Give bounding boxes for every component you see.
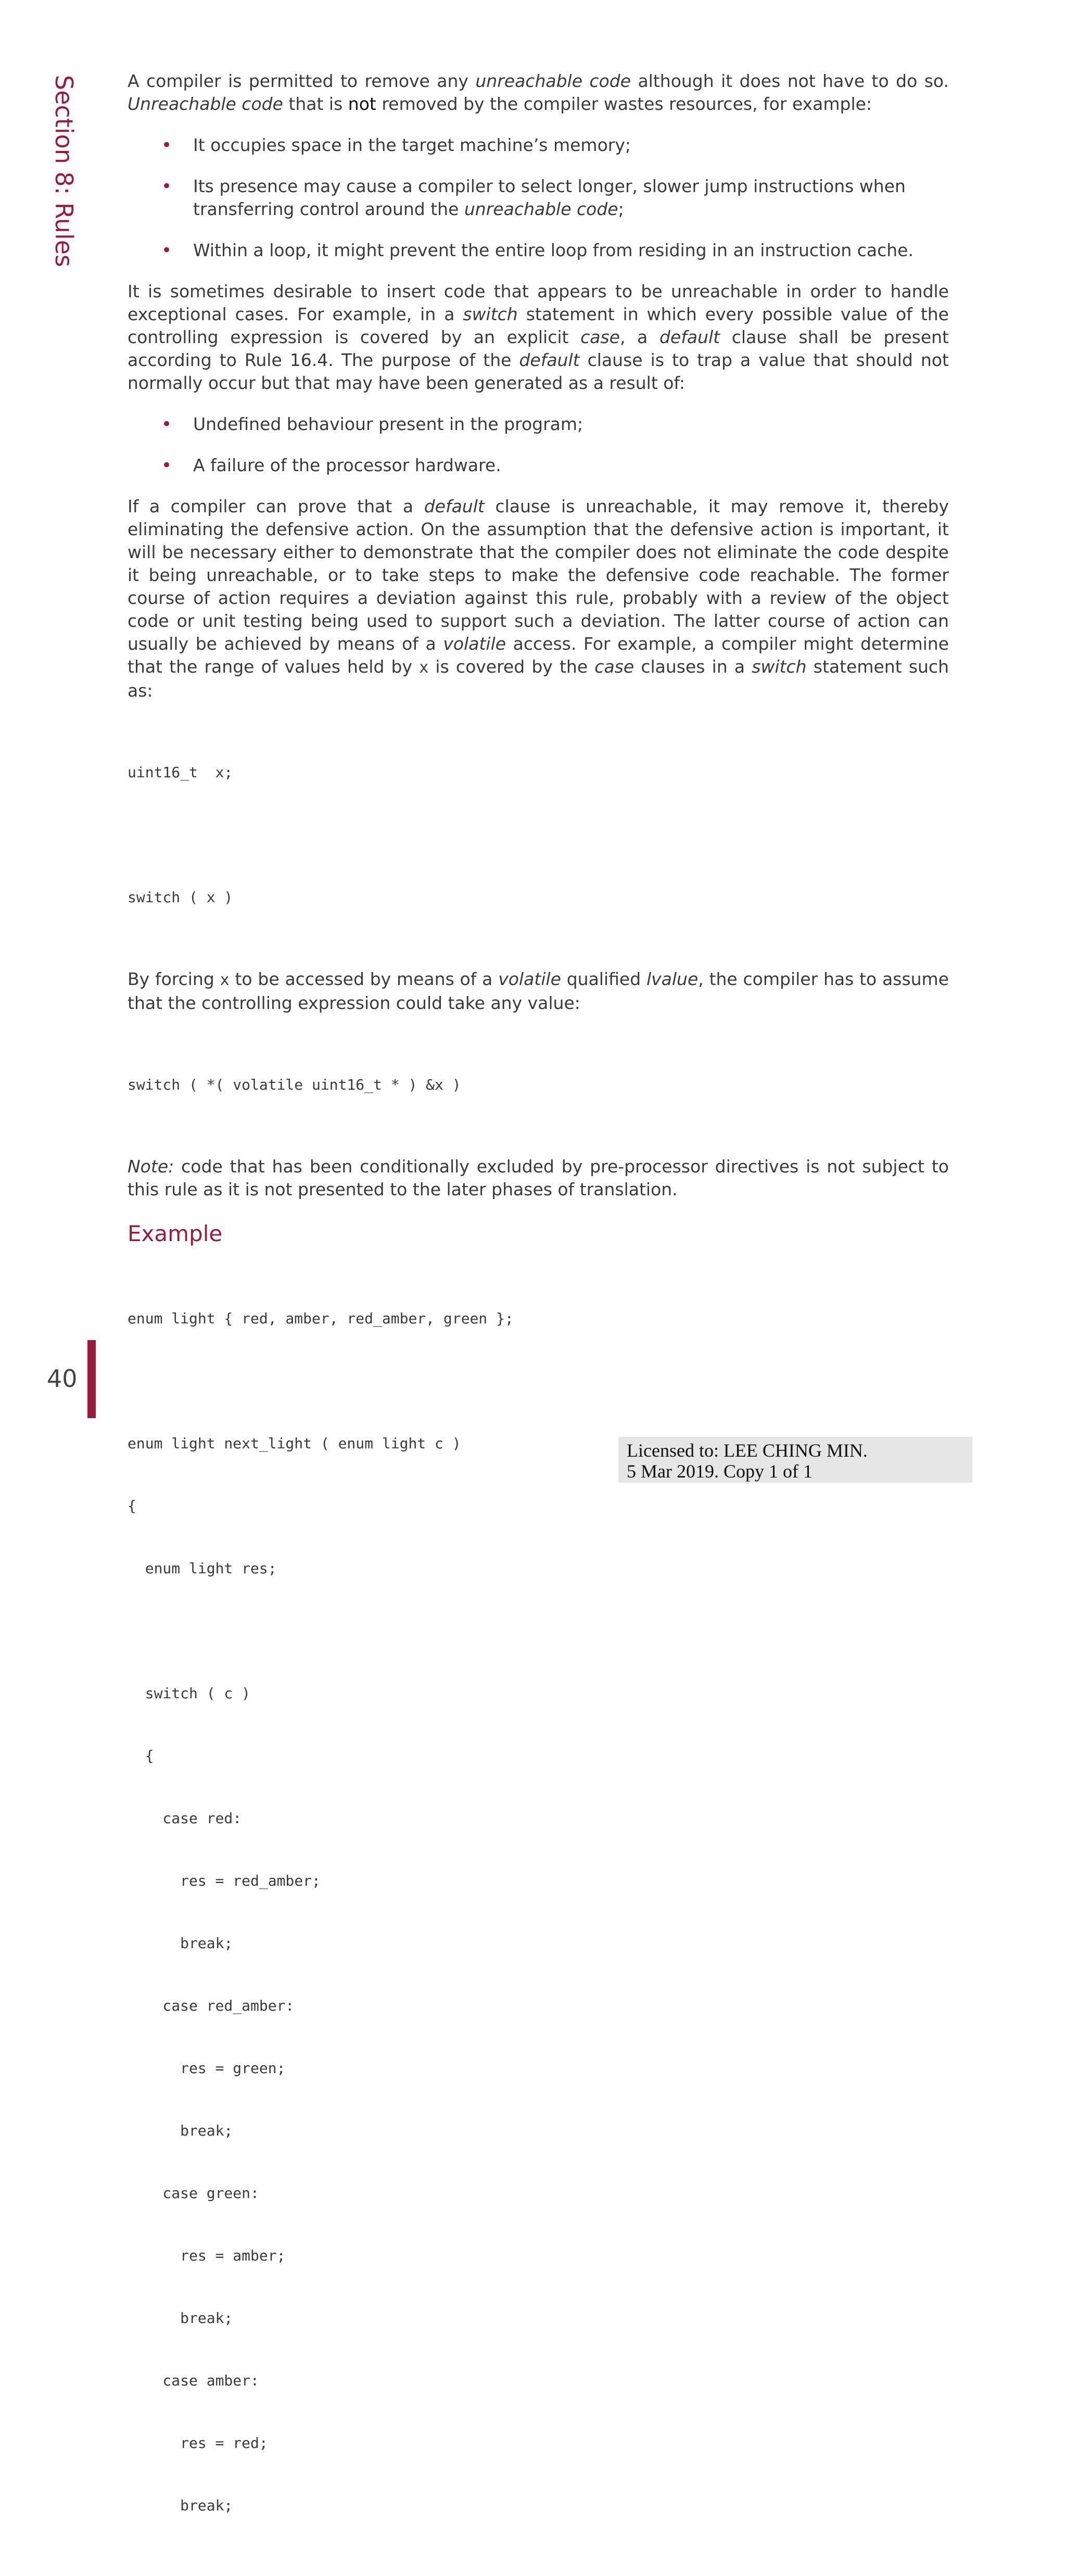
example-heading: Example: [128, 1221, 223, 1246]
bullet-icon: •: [161, 240, 172, 261]
code-line: case red_amber:: [128, 1997, 295, 2014]
code-line: case amber:: [128, 2372, 259, 2389]
paragraph-exceptional-cases: It is sometimes desirable to insert code that appears to be unreachable in order to handle exceptional cases. For example, in a switch statement in which every possible value of the controlling expression is covered by an explicit case, a default clause shall be present according to Rule 16.4. The purpose of the default clause is to trap a value that should not normally occur but that may have been generated as a result of:: [128, 281, 949, 393]
paragraph-unreachable-intro: A compiler is permitted to remove any unreachable code although it does not have to do so. Unreachable code that is not removed by the compiler wastes resources, for example:: [128, 71, 949, 114]
license-line: Licensed to: LEE CHING MIN.: [627, 1440, 868, 1461]
code-block-switch-x: [128, 721, 949, 950]
list-item: • It occupies space in the target machine’s memory;: [161, 135, 631, 156]
code-line: [128, 825, 949, 845]
section-title: Section 8: Rules: [50, 75, 78, 268]
paragraph-defensive-action: If a compiler can prove that a default clause is unreachable, it may remove it, thereby eliminating the defensive action. On the assumption that the defensive action is important, it will be necessary either to demonstrate that the compiler does not eliminate the code despite it being unreachable, or to take steps to make the defensive code reachable. The former course of action requires a deviation against this rule, probably with a review of the object code or unit testing being used to support such a deviation. The latter course of action can usually be achieved by means of a volatile access. For example, a compiler might determine that the range of values held by x is covered by the case clauses in a switch statement such as:: [128, 496, 949, 701]
code-line: switch ( x ): [128, 889, 233, 906]
list-item: • Its presence may cause a compiler to select longer, slower jump instructions when transferring control around the unreachable code;: [161, 176, 906, 219]
bullet-icon: •: [161, 455, 172, 476]
code-line: enum light next_light ( enum light c ): [128, 1435, 461, 1452]
code-line: res = red_amber;: [128, 1872, 321, 1889]
code-line: switch ( c ): [128, 1685, 251, 1702]
bullet-list-causes: [128, 413, 949, 477]
code-line: case green:: [128, 2184, 259, 2202]
license-notice: [618, 1437, 972, 1483]
bullet-icon: •: [161, 414, 172, 435]
list-item: • Within a loop, it might prevent the entire loop from residing in an instruction cache.: [161, 240, 913, 261]
code-block-volatile-switch: [128, 1033, 949, 1137]
code-line: enum light res;: [128, 1560, 277, 1577]
code-line: res = green;: [128, 2060, 286, 2077]
code-line: enum light { red, amber, red_amber, green };: [128, 1310, 514, 1327]
code-line: break;: [128, 1935, 233, 1952]
license-line: 5 Mar 2019. Copy 1 of 1: [627, 1461, 813, 1482]
code-line: {: [128, 1747, 154, 1764]
list-item: • A failure of the processor hardware.: [161, 455, 501, 476]
bullet-icon: •: [161, 176, 172, 197]
code-line: switch ( *( volatile uint16_t * ) &x ): [128, 1076, 461, 1093]
page-content: [128, 70, 949, 2576]
code-line: break;: [128, 2497, 233, 2514]
page-number: 40: [47, 1365, 78, 1393]
list-item: • Undefined behaviour present in the program;: [161, 414, 583, 435]
code-line: break;: [128, 2122, 233, 2139]
code-line: {: [128, 1497, 136, 1514]
code-line: res = red;: [128, 2434, 268, 2452]
code-line: break;: [128, 2309, 233, 2327]
code-line: res = amber;: [128, 2247, 286, 2264]
bullet-icon: •: [161, 135, 172, 156]
page-marker-bar: [87, 1340, 96, 1418]
code-line: case red:: [128, 1810, 242, 1827]
code-line: [128, 1371, 949, 1392]
code-line: [128, 1621, 949, 1641]
paragraph-volatile-lvalue: By forcing x to be accessed by means of a volatile qualified lvalue, the compiler has to assume that the controlling expression could take any value:: [128, 969, 949, 1013]
bullet-list-resources: [128, 134, 949, 262]
code-line: uint16_t x;: [128, 764, 233, 781]
paragraph-note: Note: code that has been conditionally excluded by pre-processor directives is not subject to this rule as it is not presented to the later phases of translation.: [128, 1156, 949, 1199]
